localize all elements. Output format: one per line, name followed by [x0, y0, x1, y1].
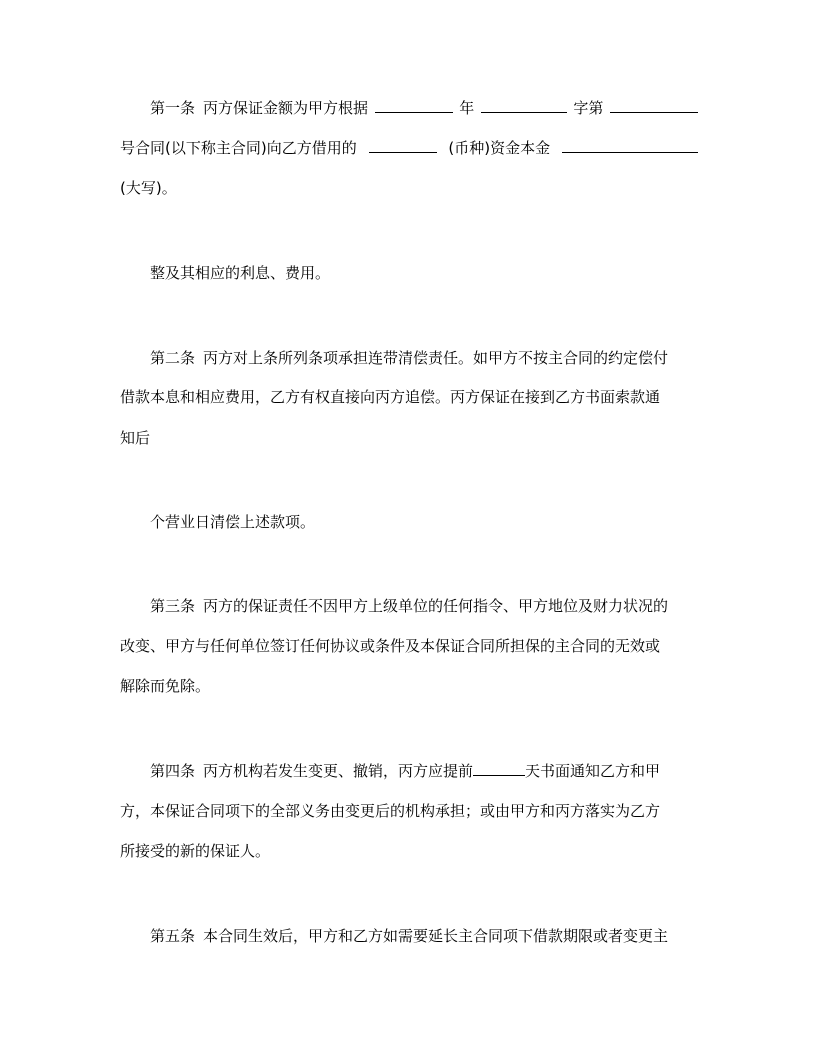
article-1-line-4: 整及其相应的利息、费用。	[150, 264, 331, 282]
article-4-text-a: 丙方机构若发生变更、撤销，丙方应提前	[203, 762, 474, 780]
article-1-line-3: (大写)。	[120, 179, 177, 197]
article-4-label: 第四条	[150, 762, 196, 780]
article-3-line-2: 改变、甲方与任何单位签订任何协议或条件及本保证合同所担保的主合同的无效或	[120, 637, 661, 655]
article-2-line-2: 借款本息和相应费用，乙方有权直接向丙方追偿。丙方保证在接到乙方书面索款通	[120, 388, 661, 406]
article-5-line-1	[150, 924, 698, 948]
article-2-line-3: 知后	[120, 429, 151, 447]
article-4-line-2: 方，本保证合同项下的全部义务由变更后的机构承担；或由甲方和丙方落实为乙方	[120, 802, 661, 820]
blank-days-field[interactable]	[473, 759, 525, 776]
blank-year-field[interactable]	[375, 96, 453, 113]
article-2-line-4: 个营业日清偿上述款项。	[150, 513, 316, 531]
article-3-line-1	[150, 594, 698, 618]
article-1-label: 第一条	[150, 99, 196, 117]
article-1-text-b: 年	[459, 99, 475, 117]
blank-principal-field[interactable]	[562, 136, 698, 153]
article-4-line-3: 所接受的新的保证人。	[120, 842, 271, 860]
article-2-text-1: 丙方对上条所列条项承担连带清偿责任。如甲方不按主合同的约定偿付	[203, 349, 669, 367]
article-2-label: 第二条	[150, 349, 196, 367]
article-4-line-1	[150, 759, 698, 783]
blank-number-field[interactable]	[610, 96, 698, 113]
article-1-line-2	[120, 136, 698, 160]
blank-currency-field[interactable]	[369, 136, 437, 153]
article-5-label: 第五条	[150, 927, 196, 945]
article-2-line-1	[150, 346, 698, 370]
article-3-label: 第三条	[150, 597, 196, 615]
article-1-text-d: 号合同(以下称主合同)向乙方借用的	[120, 139, 357, 157]
article-3-line-3: 解除而免除。	[120, 677, 211, 695]
article-1-text-a: 丙方保证金额为甲方根据	[203, 99, 369, 117]
blank-char-field[interactable]	[481, 96, 567, 113]
article-4-text-b: 天书面通知乙方和甲	[525, 762, 661, 780]
article-5-text-1: 本合同生效后，甲方和乙方如需要延长主合同项下借款期限或者变更主	[203, 927, 669, 945]
article-1-text-e: (币种)资金本金	[448, 139, 551, 157]
article-3-text-1: 丙方的保证责任不因甲方上级单位的任何指令、甲方地位及财力状况的	[203, 597, 669, 615]
article-1-line-1	[150, 96, 698, 120]
article-1-text-c: 字第	[573, 99, 604, 117]
